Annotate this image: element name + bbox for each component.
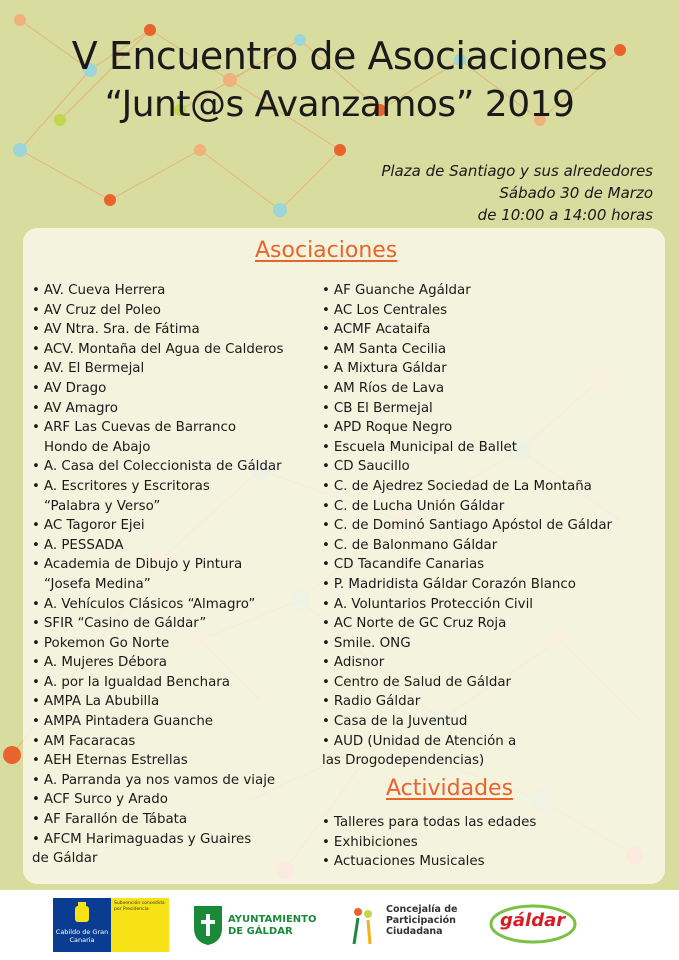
list-item: • C. de Lucha Unión Gáldar: [322, 497, 612, 517]
event-place: Plaza de Santiago y sus alrededores: [381, 162, 653, 180]
concejalia-label: Concejalía de Participación Ciudadana: [386, 904, 458, 937]
list-item: • Radio Gáldar: [322, 692, 612, 712]
asociaciones-list-left: [32, 281, 283, 869]
list-item: • Escuela Municipal de Ballet: [322, 438, 612, 458]
list-item: • P. Madridista Gáldar Corazón Blanco: [322, 575, 612, 595]
list-item: • A. Vehículos Clásicos “Almagro”: [32, 595, 283, 615]
list-item: Hondo de Abajo: [44, 439, 151, 455]
list-item: • A Mixtura Gáldar: [322, 359, 612, 379]
list-item: • Exhibiciones: [322, 833, 536, 853]
list-item: • ACV. Montaña del Agua de Calderos: [32, 340, 283, 360]
actividades-heading: Actividades: [386, 776, 514, 801]
list-item: “Palabra y Verso”: [44, 498, 161, 514]
list-item: • AUD (Unidad de Atención a: [322, 732, 612, 752]
presidencia-box: Subvención concedida por Presidencia: [111, 898, 169, 952]
event-date: Sábado 30 de Marzo: [499, 184, 653, 202]
list-item: • AMPA La Abubilla: [32, 692, 283, 712]
list-item: • AMPA Pintadera Guanche: [32, 712, 283, 732]
list-item: • ACMF Acataifa: [322, 320, 612, 340]
list-item: • A. Escritores y Escritoras: [32, 477, 283, 497]
list-item: • CD Saucillo: [322, 457, 612, 477]
list-item: • Smile. ONG: [322, 634, 612, 654]
list-item: • AC Tagoror Ejei: [32, 516, 283, 536]
list-item: • Casa de la Juventud: [322, 712, 612, 732]
list-item: • AC Norte de GC Cruz Roja: [322, 614, 612, 634]
list-item: • CB El Bermejal: [322, 399, 612, 419]
list-item: “Josefa Medina”: [44, 576, 151, 592]
list-item: • ACF Surco y Arado: [32, 790, 283, 810]
list-item: • AF Farallón de Tábata: [32, 810, 283, 830]
event-info: [381, 160, 653, 226]
list-item: • A. Mujeres Débora: [32, 653, 283, 673]
list-item: • AM Ríos de Lava: [322, 379, 612, 399]
list-item: • Talleres para todas las edades: [322, 813, 536, 833]
crown-shield-icon: [72, 902, 92, 926]
list-item: • AEH Eternas Estrellas: [32, 751, 283, 771]
list-item: • C. de Balonmano Gáldar: [322, 536, 612, 556]
list-item: • AM Santa Cecilia: [322, 340, 612, 360]
list-item: • AF Guanche Agáldar: [322, 281, 612, 301]
sponsor-footer: [0, 890, 679, 960]
list-item: • AV Ntra. Sra. de Fátima: [32, 320, 283, 340]
list-item: • AV Amagro: [32, 399, 283, 419]
list-item: • C. de Ajedrez Sociedad de La Montaña: [322, 477, 612, 497]
list-item: • C. de Dominó Santiago Apóstol de Gáldar: [322, 516, 612, 536]
list-item: • A. por la Igualdad Benchara: [32, 673, 283, 693]
list-item: • A. PESSADA: [32, 536, 283, 556]
list-item: • A. Casa del Coleccionista de Gáldar: [32, 457, 283, 477]
list-item: de Gáldar: [32, 851, 98, 867]
list-item: • Centro de Salud de Gáldar: [322, 673, 612, 693]
list-item: • APD Roque Negro: [322, 418, 612, 438]
cabildo-label: Cabildo de Gran Canaria: [55, 928, 109, 944]
list-item: • Adisnor: [322, 653, 612, 673]
list-item: • AV. Cueva Herrera: [32, 281, 283, 301]
list-item: • SFIR “Casino de Gáldar”: [32, 614, 283, 634]
galdar-logo-text: gáldar: [500, 910, 566, 931]
list-item: • Academia de Dibujo y Pintura: [32, 555, 283, 575]
list-item: • Actuaciones Musicales: [322, 852, 536, 872]
ayuntamiento-label: AYUNTAMIENTO DE GÁLDAR: [228, 914, 317, 937]
cabildo-logo: [53, 898, 111, 952]
poster-title: V Encuentro de Asociaciones: [71, 34, 608, 78]
list-item: • AC Los Centrales: [322, 301, 612, 321]
event-time: de 10:00 a 14:00 horas: [477, 206, 653, 224]
actividades-list: [322, 813, 536, 872]
list-item: • AV Cruz del Poleo: [32, 301, 283, 321]
header: [0, 0, 679, 230]
list-item: • AV. El Bermejal: [32, 359, 283, 379]
ayuntamiento-shield-icon: [192, 902, 224, 946]
people-icon: [348, 904, 378, 946]
list-item: • AV Drago: [32, 379, 283, 399]
list-item: • CD Tacandife Canarias: [322, 555, 612, 575]
list-item: • A. Voluntarios Protección Civil: [322, 595, 612, 615]
list-item: • AFCM Harimaguadas y Guaires: [32, 830, 283, 850]
list-item: • A. Parranda ya nos vamos de viaje: [32, 771, 283, 791]
asociaciones-heading: Asociaciones: [255, 238, 398, 263]
poster-subtitle: “Junt@s Avanzamos” 2019: [104, 84, 575, 125]
asociaciones-list-right: [322, 281, 612, 771]
list-item: • AM Facaracas: [32, 732, 283, 752]
list-item: las Drogodependencias): [322, 753, 485, 769]
list-item: • ARF Las Cuevas de Barranco: [32, 418, 283, 438]
list-item: • Pokemon Go Norte: [32, 634, 283, 654]
